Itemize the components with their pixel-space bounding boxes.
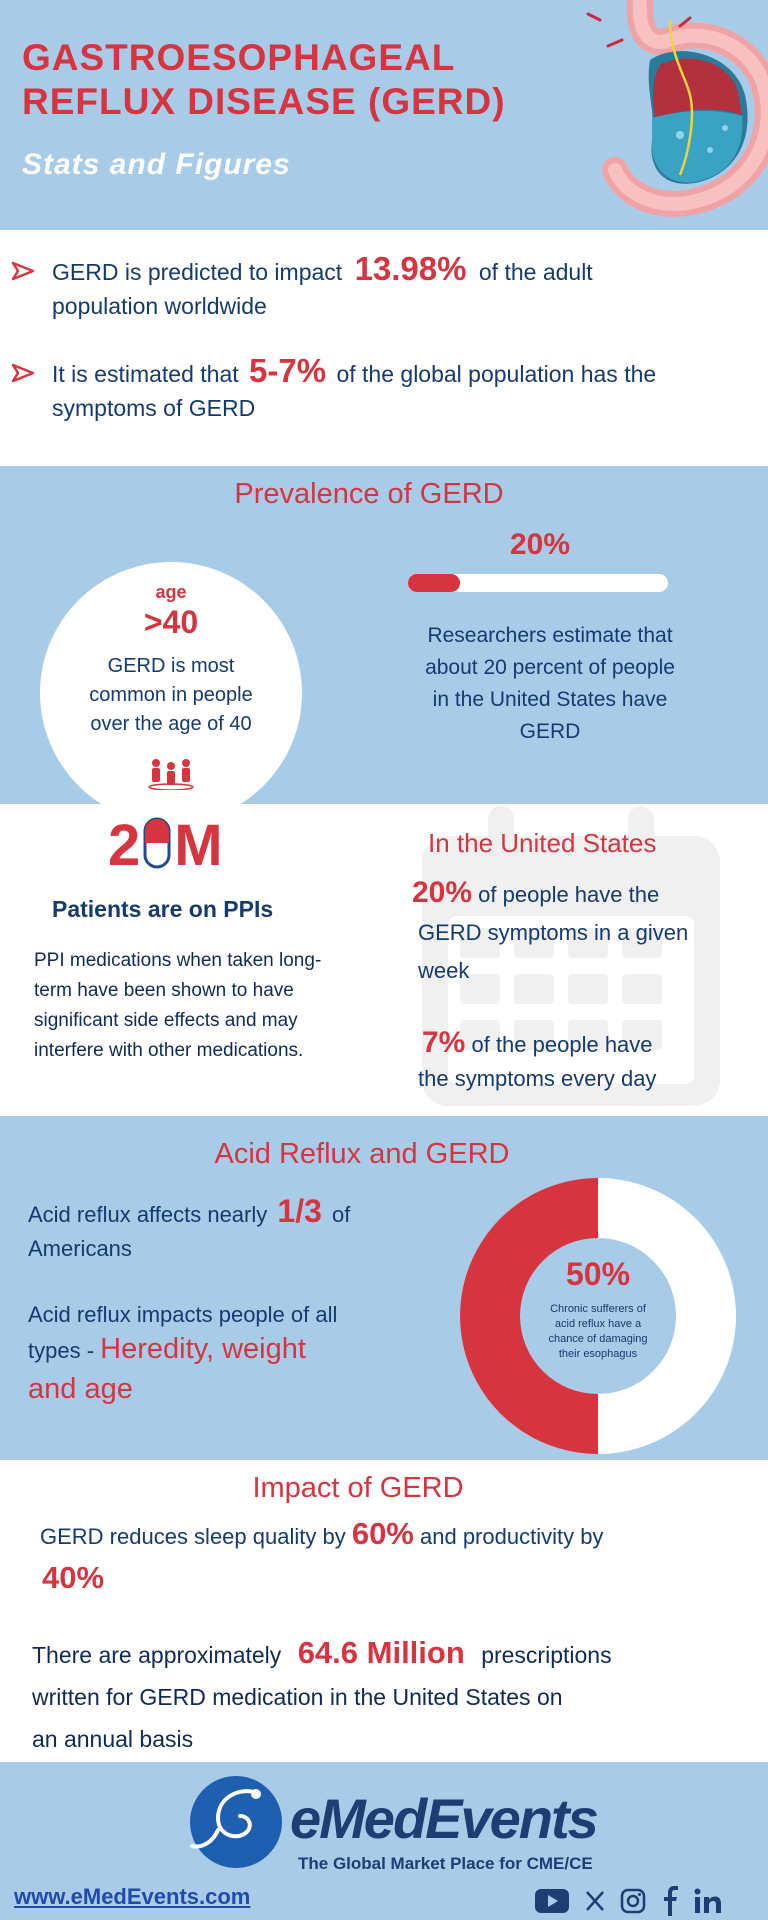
donut-text: [530, 1302, 666, 1362]
impact-stat-1-text: GERD reduces sleep quality by: [40, 1524, 346, 1549]
impact-stat-1: [40, 1512, 760, 1559]
ppi-desc: [34, 946, 321, 1066]
facebook-icon[interactable]: [662, 1886, 680, 1916]
us-stat-1-value: 20%: [412, 876, 473, 909]
brand-tagline: The Global Market Place for CME/CE: [298, 1854, 593, 1873]
page-title: [22, 36, 506, 125]
us-stat-2-line2: the symptoms every day: [418, 1066, 657, 1091]
title-line-2: REFLUX DISEASE (GERD): [22, 81, 506, 123]
ppi-desc-line: significant side effects and may: [34, 1010, 298, 1031]
brand-name: [290, 1786, 597, 1851]
impact-stat-2-line2: written for GERD medication in the United States on: [32, 1684, 563, 1710]
acid-stat-1-text: Acid reflux affects nearly: [28, 1202, 268, 1227]
website-link[interactable]: www.eMedEvents.com: [14, 1884, 251, 1909]
ppi-count-unit: M: [174, 813, 223, 878]
footer-section: [0, 1762, 768, 1920]
acid-stat-1-text-post: of: [332, 1202, 351, 1227]
title-line-1: GASTROESOPHAGEAL: [22, 37, 456, 78]
acid-stat-2-line1: Acid reflux impacts people of all: [28, 1302, 338, 1327]
acid-title: Acid Reflux and GERD: [214, 1138, 510, 1170]
age-text: [40, 652, 302, 739]
donut-text-line: acid reflux have a: [554, 1318, 642, 1330]
us-stat-2-text: of the people have: [471, 1032, 653, 1057]
linkedin-icon[interactable]: [694, 1888, 722, 1914]
impact-stat-1-value-2: 40%: [42, 1560, 105, 1595]
acid-stat-1: [28, 1194, 468, 1266]
intro-section: [0, 230, 768, 466]
impact-stat-2: [32, 1632, 752, 1760]
x-icon[interactable]: [584, 1890, 606, 1912]
prevalence-desc-line: about 20 percent of people: [425, 656, 675, 679]
ppi-count-digit: 2: [108, 813, 141, 878]
us-title: In the United States: [428, 828, 657, 858]
prevalence-progress-bar: [408, 574, 668, 592]
intro-b1-stat: 13.98%: [354, 250, 467, 287]
stethoscope-logo-icon: [188, 1774, 284, 1870]
intro-b1-text-post: of the adult: [478, 259, 593, 285]
acid-stat-2-prefix: types -: [28, 1338, 95, 1363]
impact-stat-2-text-post: prescriptions: [481, 1642, 612, 1668]
header-section: [0, 0, 768, 230]
brand-text: eMedEvents: [290, 1787, 597, 1850]
prevalence-progress-fill: [408, 574, 460, 592]
donut-text-line: their esophagus: [558, 1348, 638, 1360]
youtube-icon[interactable]: [534, 1888, 570, 1914]
us-stat-1-text: of people have the: [478, 882, 660, 907]
age-text-line: common in people: [89, 684, 253, 706]
age-value: >40: [143, 604, 199, 640]
instagram-icon[interactable]: [620, 1888, 646, 1914]
arrow-bullet-icon: [10, 258, 36, 284]
impact-stat-2-value: 64.6 Million: [297, 1635, 465, 1670]
prevalence-desc-line: Researchers estimate that: [427, 624, 673, 647]
acid-stat-1-line2: Americans: [28, 1236, 132, 1261]
donut-text-line: chance of damaging: [548, 1333, 648, 1345]
prevalence-desc: [390, 620, 710, 748]
page-subtitle: Stats and Figures: [22, 148, 291, 181]
prevalence-title: Prevalence of GERD: [234, 478, 504, 510]
impact-section: [0, 1460, 768, 1762]
stomach-illustration: [530, 0, 768, 230]
ppi-title: Patients are on PPIs: [52, 896, 274, 922]
prevalence-section: [0, 466, 768, 804]
intro-b2-stat: 5-7%: [249, 352, 327, 389]
impact-stat-2-text: There are approximately: [32, 1642, 282, 1668]
pill-icon: [142, 817, 172, 869]
intro-b1-line2: population worldwide: [52, 293, 267, 319]
us-stat-1-line2: GERD symptoms in a given: [418, 920, 689, 945]
people-group-icon: [146, 758, 196, 790]
intro-b2-text: It is estimated that: [52, 361, 239, 387]
us-stat-2-value: 7%: [422, 1026, 466, 1059]
ppi-count: [108, 814, 223, 878]
us-stat-1-line3: week: [418, 958, 470, 983]
ppi-desc-line: term have been shown to have: [34, 980, 294, 1001]
donut-label: 50%: [565, 1256, 631, 1292]
ppi-desc-line: PPI medications when taken long-: [34, 950, 322, 971]
age-circle: [40, 562, 302, 804]
acid-stat-1-value: 1/3: [277, 1193, 322, 1229]
ppi-desc-line: interfere with other medications.: [34, 1040, 304, 1061]
acid-stat-2-highlight: Heredity, weight: [100, 1333, 306, 1365]
age-text-line: over the age of 40: [90, 713, 252, 735]
us-stat-2: [418, 1026, 758, 1096]
impact-stat-1-value: 60%: [351, 1516, 414, 1551]
impact-title: Impact of GERD: [252, 1472, 464, 1504]
age-text-line: GERD is most: [107, 655, 235, 677]
donut-text-line: Chronic sufferers of: [550, 1303, 646, 1315]
intro-b1-text: GERD is predicted to impact: [52, 259, 343, 285]
prevalence-desc-line: GERD: [519, 720, 581, 743]
acid-reflux-section: [0, 1116, 768, 1460]
impact-stat-1-text-mid: and productivity by: [420, 1524, 604, 1549]
acid-stat-2-highlight-2: and age: [28, 1373, 133, 1405]
intro-b2-text-post: of the global population has the: [336, 361, 657, 387]
prevalence-desc-line: in the United States have: [432, 688, 668, 711]
impact-stat-2-line3: an annual basis: [32, 1726, 194, 1752]
arrow-bullet-icon: [10, 360, 36, 386]
us-stat-1: [412, 874, 752, 990]
prevalence-stat: 20%: [509, 528, 571, 561]
age-label: age: [155, 582, 187, 602]
acid-stat-2: [28, 1298, 468, 1410]
ppi-us-section: [0, 804, 768, 1116]
intro-b2-line2: symptoms of GERD: [52, 395, 256, 421]
